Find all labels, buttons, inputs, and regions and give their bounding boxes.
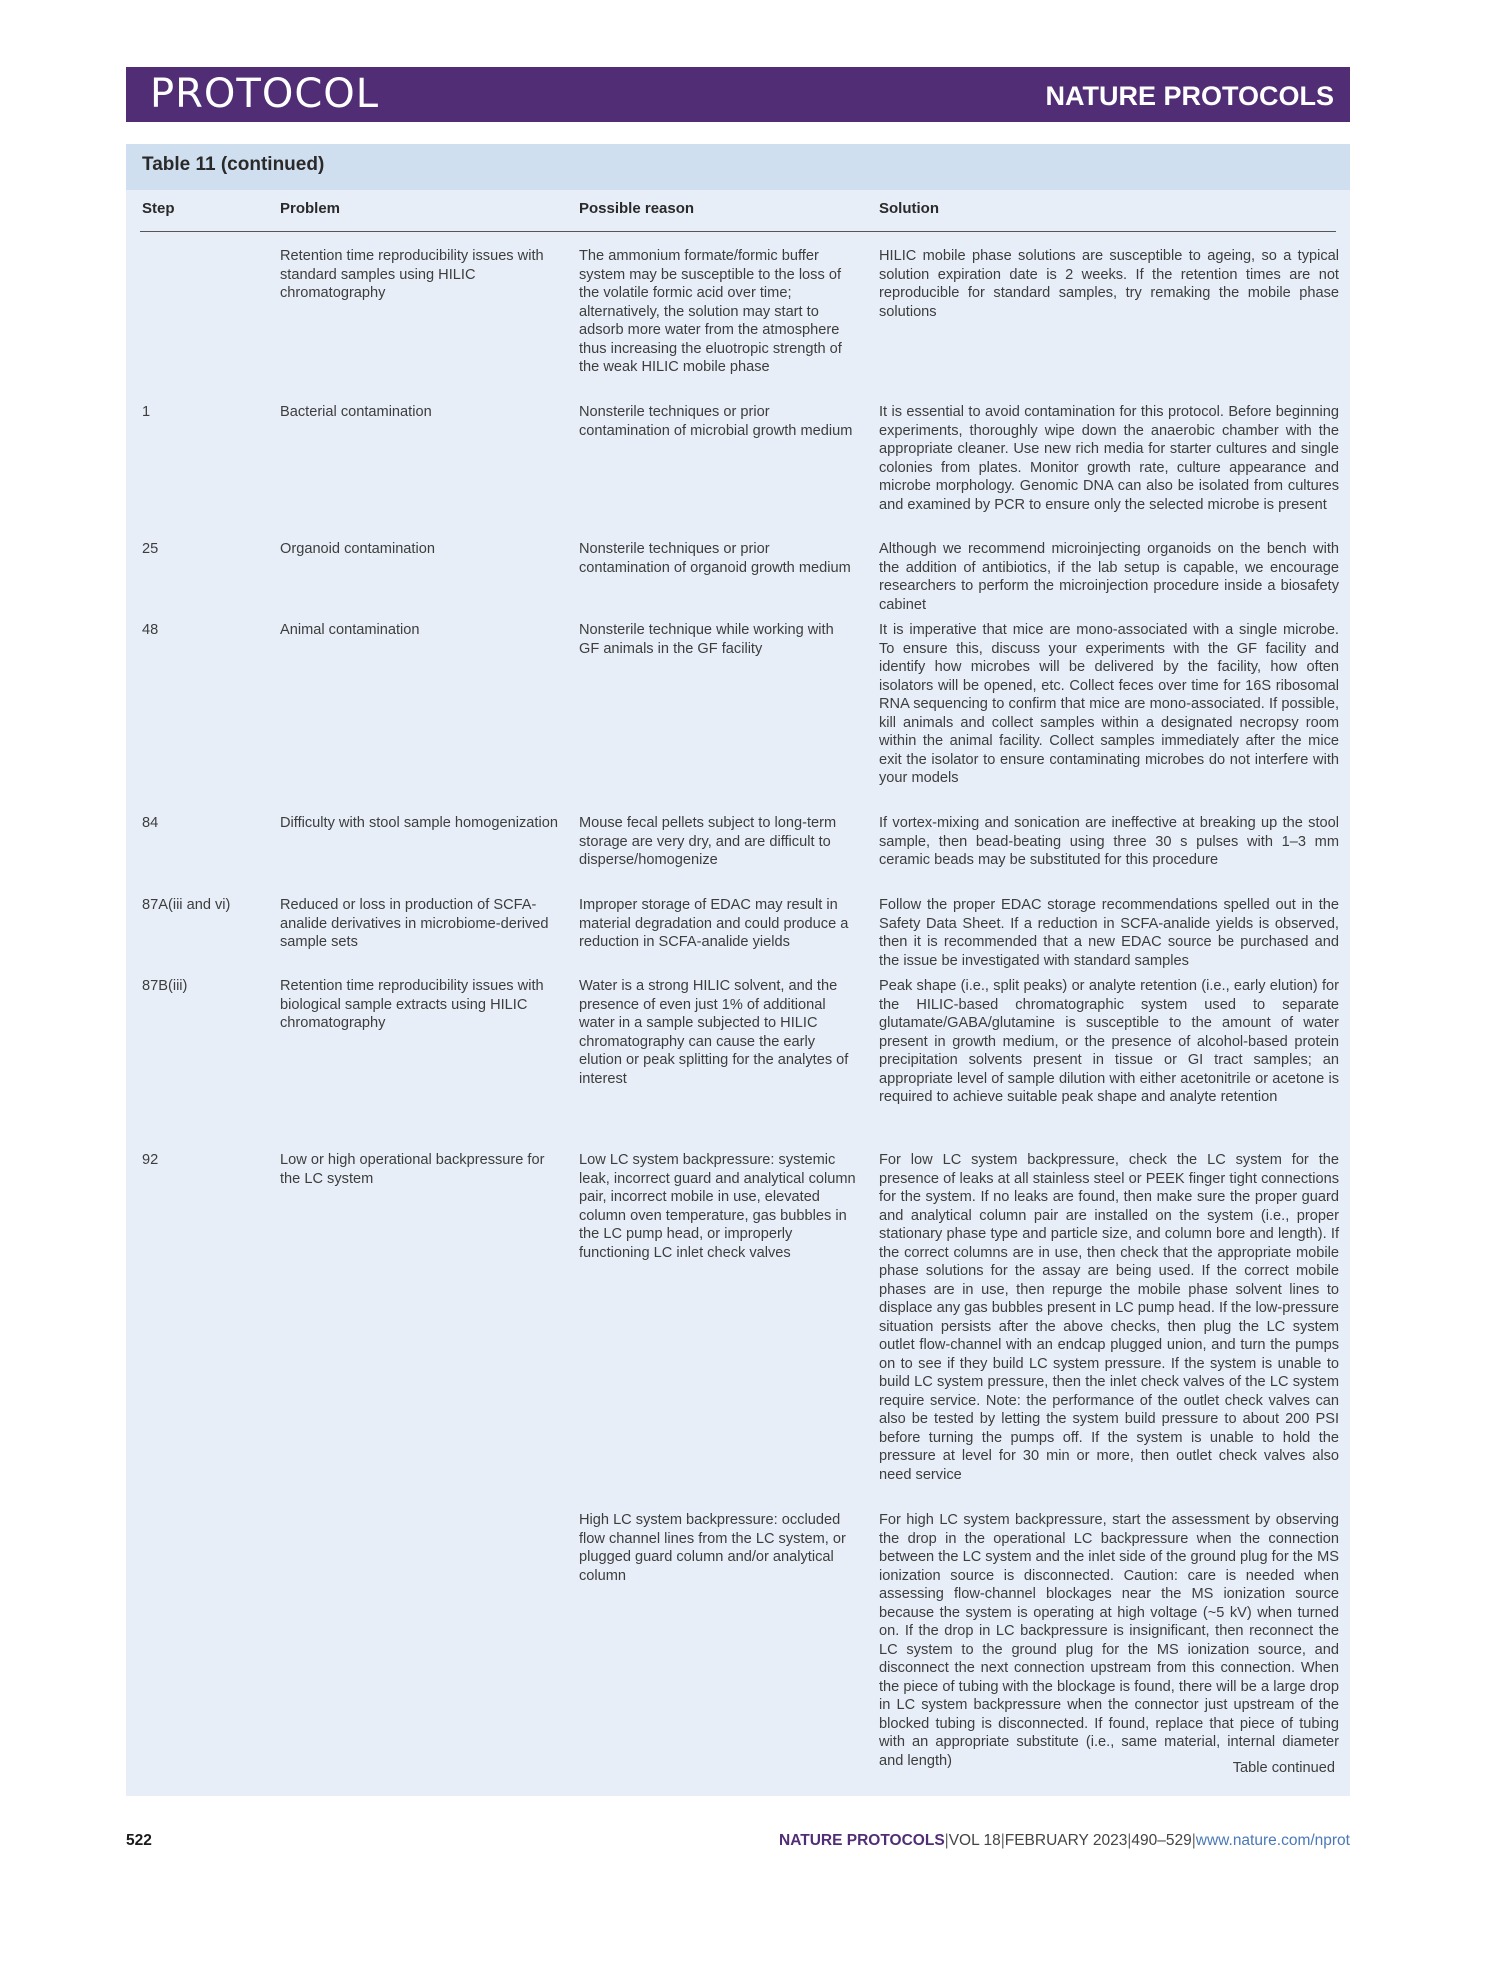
row-2-solution: Although we recommend microinjecting organoids on the bench with the addition of antibiotics, if the lab setup is capable, we encourage researchers to perform the microinjection procedure inside a biosafety cabinet: [879, 541, 1339, 613]
section-title: PROTOCOL: [150, 71, 380, 117]
row-5-solution: Follow the proper EDAC storage recommendations spelled out in the Safety Data Sheet. If a reduction in SCFA-analide yields is observed, then it is recommended that a new EDAC source be purchased and the issue be investigated with standard samples: [879, 897, 1339, 969]
column-header-reason: Possible reason: [579, 200, 695, 217]
table-caption-bar: [126, 144, 1350, 190]
footer-journal: NATURE PROTOCOLS: [779, 1832, 945, 1849]
row-1-solution: It is essential to avoid contamination for this protocol. Before beginning experiments, thoroughly wipe down the anaerobic chamber with the appropriate cleaner. Use new rich media for starter cultures and single colonies from plates. Monitor growth rate, culture appearance and microbe morphology. Genomic DNA can also be isolated from cultures and examined by PCR to ensure only the selected microbe is present: [879, 404, 1339, 513]
row-7-step: 92: [142, 1152, 159, 1168]
citation-line: [779, 1832, 1350, 1850]
row-6-step: 87B(iii): [142, 978, 188, 994]
footer-date: FEBRUARY 2023: [1004, 1832, 1128, 1849]
footer-volume: VOL 18: [948, 1832, 1001, 1849]
row-3-problem: Animal contamination: [280, 622, 420, 638]
header-divider: [140, 231, 1336, 232]
column-header-solution: Solution: [879, 200, 939, 217]
row-1-problem: Bacterial contamination: [280, 404, 432, 420]
column-header-problem: Problem: [280, 200, 341, 217]
table-continued-note: Table continued: [1232, 1760, 1335, 1776]
journal-name: NATURE PROTOCOLS: [1045, 81, 1334, 111]
row-5-step: 87A(iii and vi): [142, 897, 231, 913]
row-2-step: 25: [142, 541, 159, 557]
row-1-reason: Nonsterile techniques or prior contamination of microbial growth medium: [579, 404, 853, 439]
table-caption: Table 11 (continued): [142, 154, 325, 175]
row-0-problem: Retention time reproducibility issues with standard samples using HILIC chromatography: [280, 248, 544, 301]
footer-url-link[interactable]: www.nature.com/nprot: [1195, 1832, 1350, 1849]
row-4-step: 84: [142, 815, 159, 831]
row-3-solution: It is imperative that mice are mono-associated with a single microbe. To ensure this, discuss your experiments with the GF facility and identify how microbes will be delivered by the facility, how often isolators will be opened, etc. Collect feces over time for 16S ribosomal RNA sequencing to confirm that mice are mono-associated. If possible, kill animals and collect samples within a designated necropsy room within the animal facility. Collect samples immediately after the mice exit the isolator to ensure contaminating microbes do not interfere with your models: [879, 622, 1339, 786]
footer-pages: 490–529: [1131, 1832, 1192, 1849]
row-1-step: 1: [142, 404, 151, 420]
row-4-problem: Difficulty with stool sample homogenization: [280, 815, 558, 831]
row-2-problem: Organoid contamination: [280, 541, 435, 557]
row-0-reason: The ammonium formate/formic buffer system may be susceptible to the loss of the volatile formic acid over time; alternatively, the solution may start to adsorb more water from the atmosphere thus increasing the eluotropic strength of the weak HILIC mobile phase: [579, 248, 842, 375]
page-footer: [126, 1832, 1350, 1856]
column-header-step: Step: [142, 200, 175, 217]
row-4-solution: If vortex-mixing and sonication are ineffective at breaking up the stool sample, then bead-beating using three 30 s pulses with 1–3 mm ceramic beads may be substituted for this procedure: [879, 815, 1339, 868]
row-7-reason: Low LC system backpressure: systemic leak, incorrect guard and analytical column pair, incorrect mobile in use, elevated column oven temperature, gas bubbles in the LC pump head, or improperly functioning LC inlet check valves: [579, 1152, 856, 1261]
footer-separator: |: [944, 1832, 949, 1849]
row-4-reason: Mouse fecal pellets subject to long-term storage are very dry, and are difficult to disperse/homogenize: [579, 815, 837, 868]
row-3-reason: Nonsterile technique while working with GF animals in the GF facility: [579, 622, 834, 657]
row-0-solution: HILIC mobile phase solutions are susceptible to ageing, so a typical solution expiration date is 2 weeks. If the retention times are not reproducible for standard samples, try remaking the mobile phase solutions: [879, 248, 1339, 320]
row-7-solution: For low LC system backpressure, check the LC system for the presence of leaks at all stainless steel or PEEK finger tight connections for the system. If no leaks are found, then make sure the proper guard and analytical column pair are installed on the system (i.e., proper stationary phase type and particle size, and column bore and length). If the correct columns are in use, then check that the appropriate mobile phase solutions for the assay are being used. If the correct mobile phases are in use, then repurge the mobile phase solvent lines to displace any gas bubbles present in LC pump head. If the low-pressure situation persists after the above checks, then plug the LC system outlet flow-channel with an endcap plugged union, and turn the pumps on to see if they build LC system pressure. If the system is unable to build LC system pressure, then the inlet check valves of the LC system require service. Note: the performance of the outlet check valves can also be tested by letting the system build pressure to about 200 PSI before turning the pumps off. If the system is unable to hold the pressure at level for 30 min or more, then outlet check valves also need service: [879, 1152, 1339, 1483]
row-5-problem: Reduced or loss in production of SCFA-analide derivatives in microbiome-derived sample sets: [280, 897, 549, 950]
footer-separator: |: [1000, 1832, 1005, 1849]
page-number: 522: [126, 1832, 152, 1849]
row-8-reason: High LC system backpressure: occluded flow channel lines from the LC system, or plugged guard column and/or analytical column: [579, 1512, 846, 1584]
header-bar: [126, 67, 1350, 122]
row-8-solution: For high LC system backpressure, start the assessment by observing the drop in the operational LC backpressure when the connection between the LC system and the inlet side of the ground plug for the MS ionization source is disconnected. Caution: care is needed when assessing flow-channel blockages near the MS ionization source because the system is operating at high voltage (~5 kV) when turned on. If the drop in LC backpressure is insignificant, then reconnect the LC system to the ground plug for the MS ionization source, and disconnect the next connection upstream from this connection. When the piece of tubing with the blockage is found, there will be a large drop in LC system backpressure when the connector just upstream of the blocked tubing is disconnected. If found, replace that piece of tubing with an appropriate substitute (i.e., same material, internal diameter and length): [879, 1512, 1339, 1769]
footer-separator: |: [1191, 1832, 1196, 1849]
row-6-problem: Retention time reproducibility issues with biological sample extracts using HILIC chromatography: [280, 978, 544, 1031]
row-7-problem: Low or high operational backpressure for the LC system: [280, 1152, 545, 1187]
row-3-step: 48: [142, 622, 159, 638]
row-6-solution: Peak shape (i.e., split peaks) or analyte retention (i.e., early elution) for the HILIC-based chromatographic system used to separate glutamate/GABA/glutamine is susceptible to the amount of water present in growth medium, or the presence of alcohol-based protein precipitation solvents present in tissue or GI tract samples; an appropriate level of sample dilution with either acetonitrile or acetone is required to achieve suitable peak shape and analyte retention: [879, 978, 1339, 1105]
row-6-reason: Water is a strong HILIC solvent, and the presence of even just 1% of additional water in a sample subjected to HILIC chromatography can cause the early elution or peak splitting for the analytes of interest: [579, 978, 849, 1087]
row-2-reason: Nonsterile techniques or prior contamination of organoid growth medium: [579, 541, 851, 576]
row-5-reason: Improper storage of EDAC may result in material degradation and could produce a reduction in SCFA-analide yields: [579, 897, 849, 950]
troubleshooting-table: [126, 144, 1350, 1796]
footer-separator: |: [1127, 1832, 1132, 1849]
